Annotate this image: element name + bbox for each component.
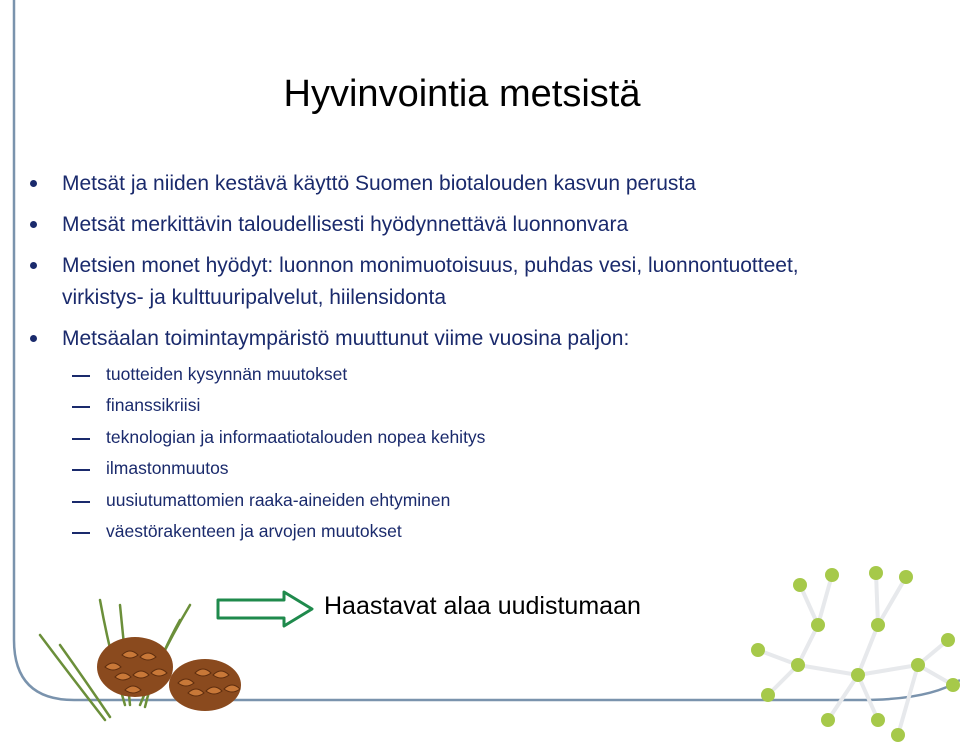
bullet-text: Metsät ja niiden kestävä käyttö Suomen biotalouden kasvun perusta (62, 172, 696, 195)
dash-icon (72, 438, 90, 440)
dash-icon (72, 375, 90, 377)
sub-bullet-item (106, 487, 450, 513)
bullet-text: Metsäalan toimintaympäristö muuttunut viime vuosina paljon: (62, 327, 630, 350)
sub-bullet-text: tuotteiden kysynnän muutokset (106, 364, 348, 384)
bullet-text: Metsät merkittävin taloudellisesti hyödynnettävä luonnonvara (62, 213, 629, 236)
dash-icon (72, 406, 90, 408)
sub-bullet-item (106, 455, 229, 481)
bullet-dot-icon (30, 221, 37, 228)
sub-bullet-item (106, 361, 347, 387)
bullet-dot-icon (30, 180, 37, 187)
bullet-text: Metsien monet hyödyt: luonnon monimuotoisuus, puhdas vesi, luonnontuotteet, virkistys- ja kulttuuripalvelut, hiilensidonta (62, 254, 799, 309)
bullet-item (62, 323, 882, 355)
bullet-item (62, 168, 882, 200)
sub-bullet-text: väestörakenteen ja arvojen muutokset (106, 521, 402, 541)
bullet-item (62, 209, 882, 241)
network-decoration (728, 555, 960, 745)
sub-bullet-item (106, 518, 402, 544)
sub-bullet-item (106, 424, 485, 450)
pine-cones-illustration (30, 595, 260, 725)
dash-icon (72, 501, 90, 503)
sub-bullet-item (106, 392, 200, 418)
page-title: Hyvinvointia metsistä (283, 73, 641, 115)
bullet-dot-icon (30, 335, 37, 342)
dash-icon (72, 532, 90, 534)
sub-bullet-text: ilmastonmuutos (106, 458, 229, 478)
sub-bullet-text: uusiutumattomien raaka-aineiden ehtyminen (106, 490, 451, 510)
sub-bullet-text: teknologian ja informaatiotalouden nopea kehitys (106, 427, 486, 447)
bullet-item (62, 250, 882, 314)
sub-bullet-text: finanssikriisi (106, 395, 201, 415)
bullet-dot-icon (30, 262, 37, 269)
conclusion-text: Haastavat alaa uudistumaan (324, 592, 641, 620)
dash-icon (72, 469, 90, 471)
